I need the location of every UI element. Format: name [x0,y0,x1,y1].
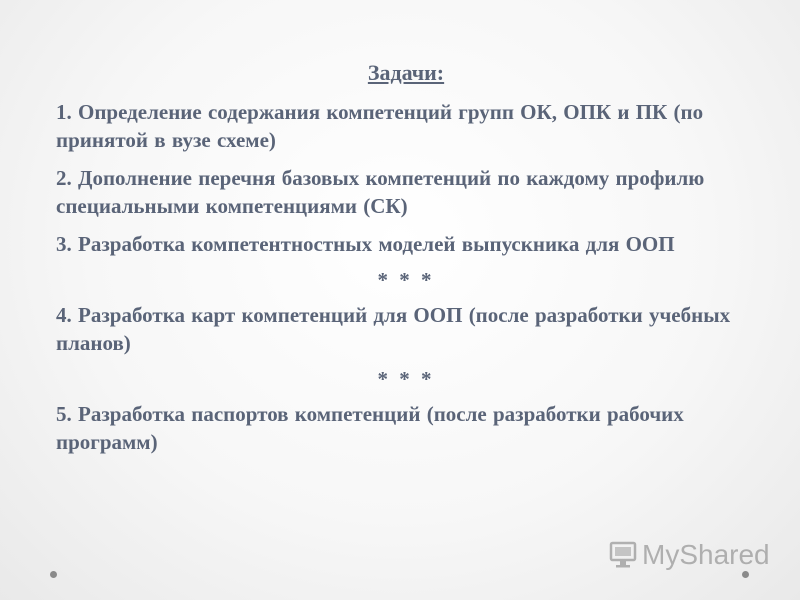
watermark-text: MyShared [642,539,770,570]
task-item-2: 2. Дополнение перечня базовых компетенций по каждому профилю специальными компетенциями (СК) [56,166,705,218]
separator-stars-2: * * * [377,367,435,391]
task-item-4: 4. Разработка карт компетенций для ООП (после разработки учебных планов) [56,303,731,355]
computer-monitor-icon [608,540,638,570]
myshared-watermark [608,535,770,575]
separator-stars-1: * * * [377,268,435,292]
task-item-5: 5. Разработка паспортов компетенций (после разработки рабочих программ) [56,402,684,454]
slide-content [56,58,756,466]
decorative-dot-left [50,571,57,578]
task-item-3: 3. Разработка компетентностных моделей выпускника для ООП [56,232,675,256]
task-item-1: 1. Определение содержания компетенций групп ОК, ОПК и ПК (по принятой в вузе схеме) [56,100,704,152]
slide-title: Задачи: [367,60,445,85]
